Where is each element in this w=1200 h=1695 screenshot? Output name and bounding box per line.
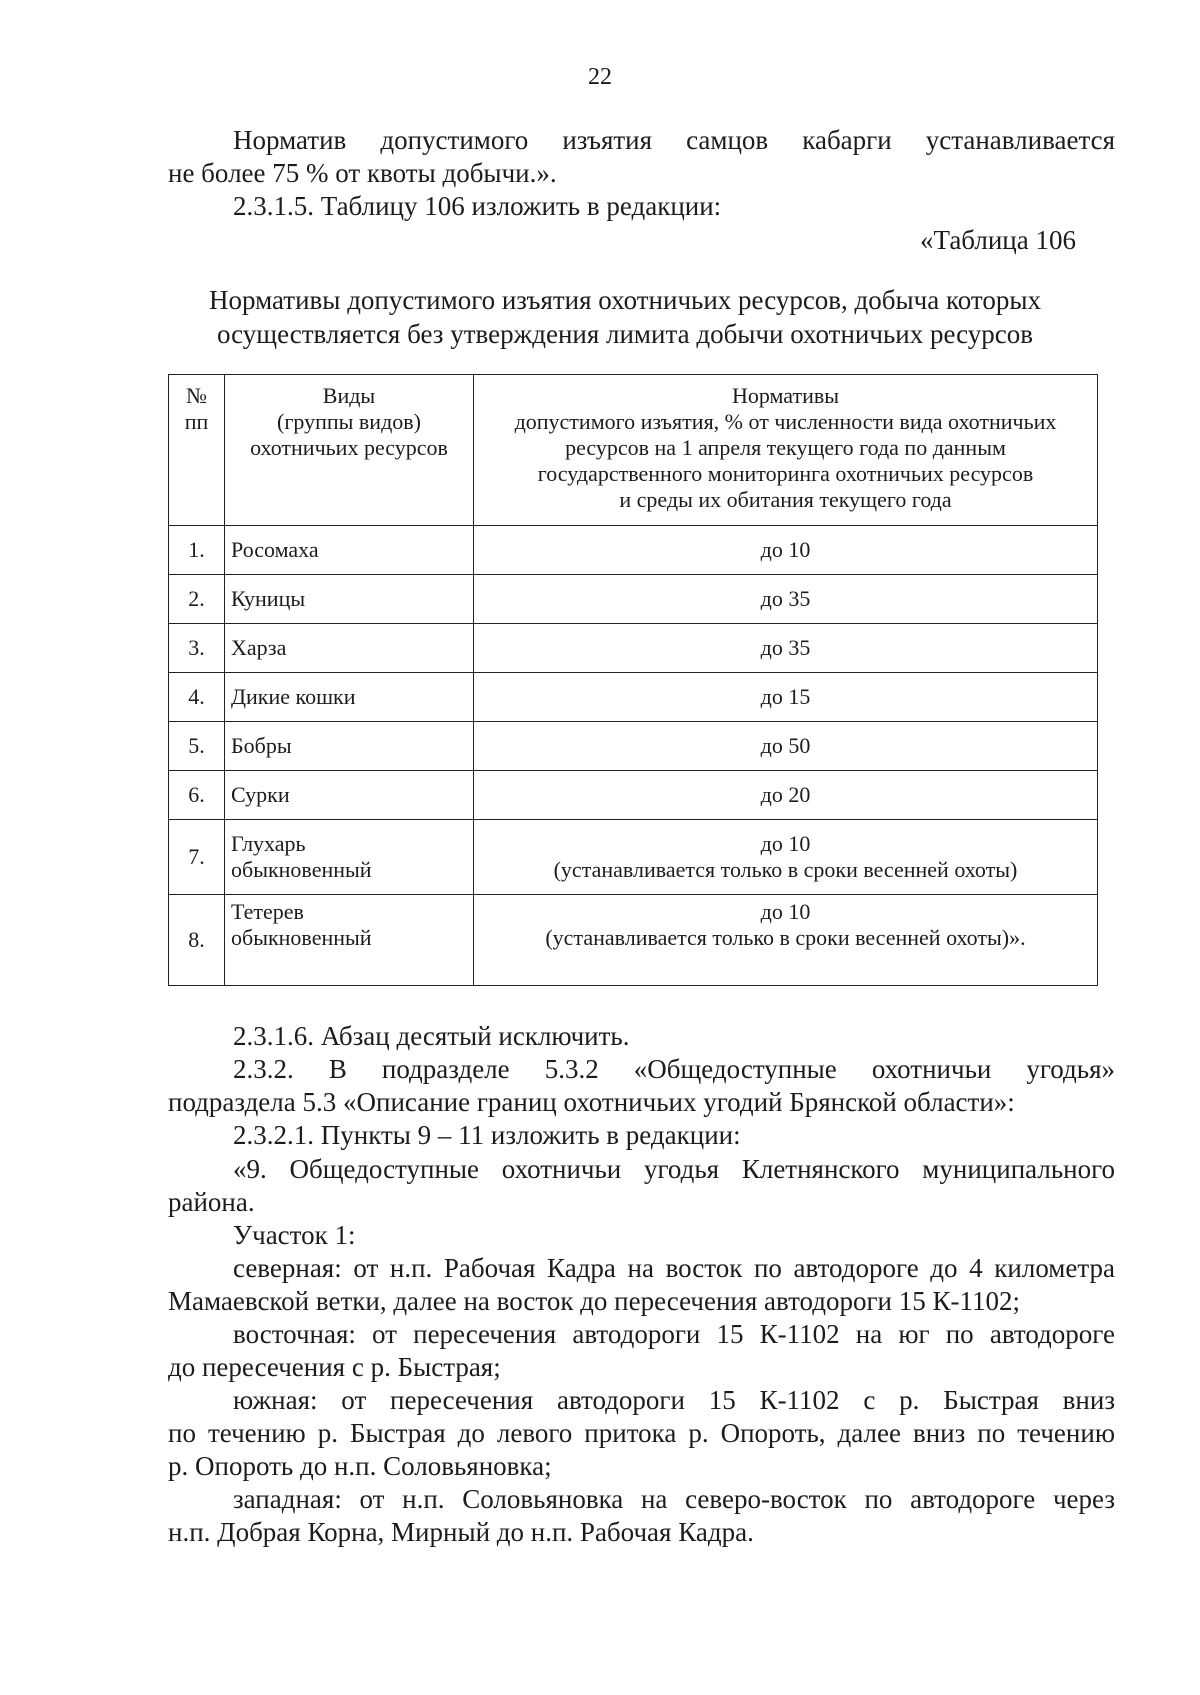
species-name-line: обыкновенный: [231, 925, 372, 950]
body-paragraph: Участок 1:: [233, 1220, 356, 1250]
species-name-line: Тетерев: [231, 899, 304, 924]
norm-value: [474, 895, 1098, 986]
norm-value: до 35: [474, 575, 1098, 624]
header-text: ресурсов на 1 апреля текущего года по данным: [565, 435, 1006, 460]
row-number: 3.: [169, 624, 225, 673]
norms-table: [168, 374, 1098, 986]
table-row: [169, 895, 1098, 986]
body-paragraph: района.: [168, 1187, 255, 1217]
header-text: №: [186, 383, 207, 408]
header-text: государственного мониторинга охотничьих ресурсов: [537, 461, 1034, 486]
norm-value: [474, 820, 1098, 895]
body-paragraph: до пересечения с р. Быстрая;: [168, 1352, 501, 1382]
header-text: (группы видов): [277, 409, 421, 434]
norm-value-line: до 10: [760, 831, 811, 856]
norm-value: до 20: [474, 771, 1098, 820]
table-row: [169, 771, 1098, 820]
row-number: 7.: [169, 820, 225, 895]
body-paragraph: 2.3.2. В подразделе 5.3.2 «Общедоступные охотничьи угодья»: [233, 1054, 1115, 1084]
species-name-line: обыкновенный: [231, 857, 372, 882]
norm-value: до 15: [474, 673, 1098, 722]
body-paragraph: подраздела 5.3 «Описание границ охотничьих угодий Брянской области»:: [168, 1087, 1015, 1117]
body-paragraph: северная: от н.п. Рабочая Кадра на восток по автодороге до 4 километра: [233, 1253, 1115, 1283]
norm-value: до 50: [474, 722, 1098, 771]
header-text: Виды: [322, 383, 376, 408]
header-kind: [225, 375, 474, 526]
species-name: Сурки: [225, 771, 474, 820]
table-title-line: Нормативы допустимого изъятия охотничьих ресурсов, добыча которых: [209, 285, 1041, 315]
norm-value: до 10: [474, 526, 1098, 575]
species-name: [225, 820, 474, 895]
body-paragraph: Мамаевской ветки, далее на восток до пересечения автодороги 15 К-1102;: [168, 1286, 1021, 1316]
norm-value: до 35: [474, 624, 1098, 673]
body-paragraph: н.п. Добрая Корна, Мирный до н.п. Рабочая Кадра.: [168, 1517, 754, 1547]
header-text: и среды их обитания текущего года: [619, 487, 952, 512]
species-name: [225, 895, 474, 986]
header-norm: [474, 375, 1098, 526]
table-row: [169, 722, 1098, 771]
intro-line: Норматив допустимого изъятия самцов кабарги устанавливается: [233, 125, 1115, 155]
norm-note: (устанавливается только в сроки весенней охоты)».: [545, 925, 1026, 950]
body-paragraph: «9. Общедоступные охотничьи угодья Клетнянского муниципального: [233, 1154, 1115, 1184]
species-name-line: Глухарь: [231, 831, 306, 856]
norm-value-line: до 10: [760, 899, 811, 924]
body-paragraph: р. Опороть до н.п. Соловьяновка;: [168, 1451, 552, 1481]
species-name: Куницы: [225, 575, 474, 624]
row-number: 4.: [169, 673, 225, 722]
body-paragraph: восточная: от пересечения автодороги 15 К-1102 на юг по автодороге: [233, 1319, 1115, 1349]
header-text: охотничьих ресурсов: [250, 435, 448, 460]
table-title-line: осуществляется без утверждения лимита добычи охотничьих ресурсов: [217, 319, 1033, 349]
row-number: 6.: [169, 771, 225, 820]
body-paragraph: южная: от пересечения автодороги 15 К-1102 с р. Быстрая вниз: [233, 1385, 1115, 1415]
body-paragraph: 2.3.1.6. Абзац десятый исключить.: [233, 1021, 630, 1051]
intro-line: 2.3.1.5. Таблицу 106 изложить в редакции:: [233, 191, 722, 221]
header-text: пп: [184, 409, 209, 434]
species-name: Харза: [225, 624, 474, 673]
body-paragraph: 2.3.2.1. Пункты 9 – 11 изложить в редакции:: [233, 1120, 741, 1150]
header-number: [169, 375, 225, 526]
species-name: Бобры: [225, 722, 474, 771]
table-row: [169, 820, 1098, 895]
header-text: допустимого изъятия, % от численности вида охотничьих: [514, 409, 1057, 434]
species-name: Росомаха: [225, 526, 474, 575]
body-paragraph: западная: от н.п. Соловьяновка на северо-восток по автодороге через: [233, 1484, 1115, 1514]
table-row: [169, 575, 1098, 624]
table-row: [169, 673, 1098, 722]
species-name: Дикие кошки: [225, 673, 474, 722]
body-paragraph: по течению р. Быстрая до левого притока р. Опороть, далее вниз по течению: [168, 1418, 1115, 1448]
table-row: [169, 526, 1098, 575]
row-number: 8.: [169, 895, 225, 986]
row-number: 2.: [169, 575, 225, 624]
header-text: Нормативы: [731, 383, 840, 408]
row-number: 1.: [169, 526, 225, 575]
row-number: 5.: [169, 722, 225, 771]
norm-note: (устанавливается только в сроки весенней охоты): [553, 857, 1018, 882]
table-header-row: [169, 375, 1098, 526]
page-number: 22: [588, 64, 612, 90]
intro-line: не более 75 % от квоты добычи.».: [168, 158, 557, 188]
table-row: [169, 624, 1098, 673]
table-reference: «Таблица 106: [920, 225, 1076, 255]
